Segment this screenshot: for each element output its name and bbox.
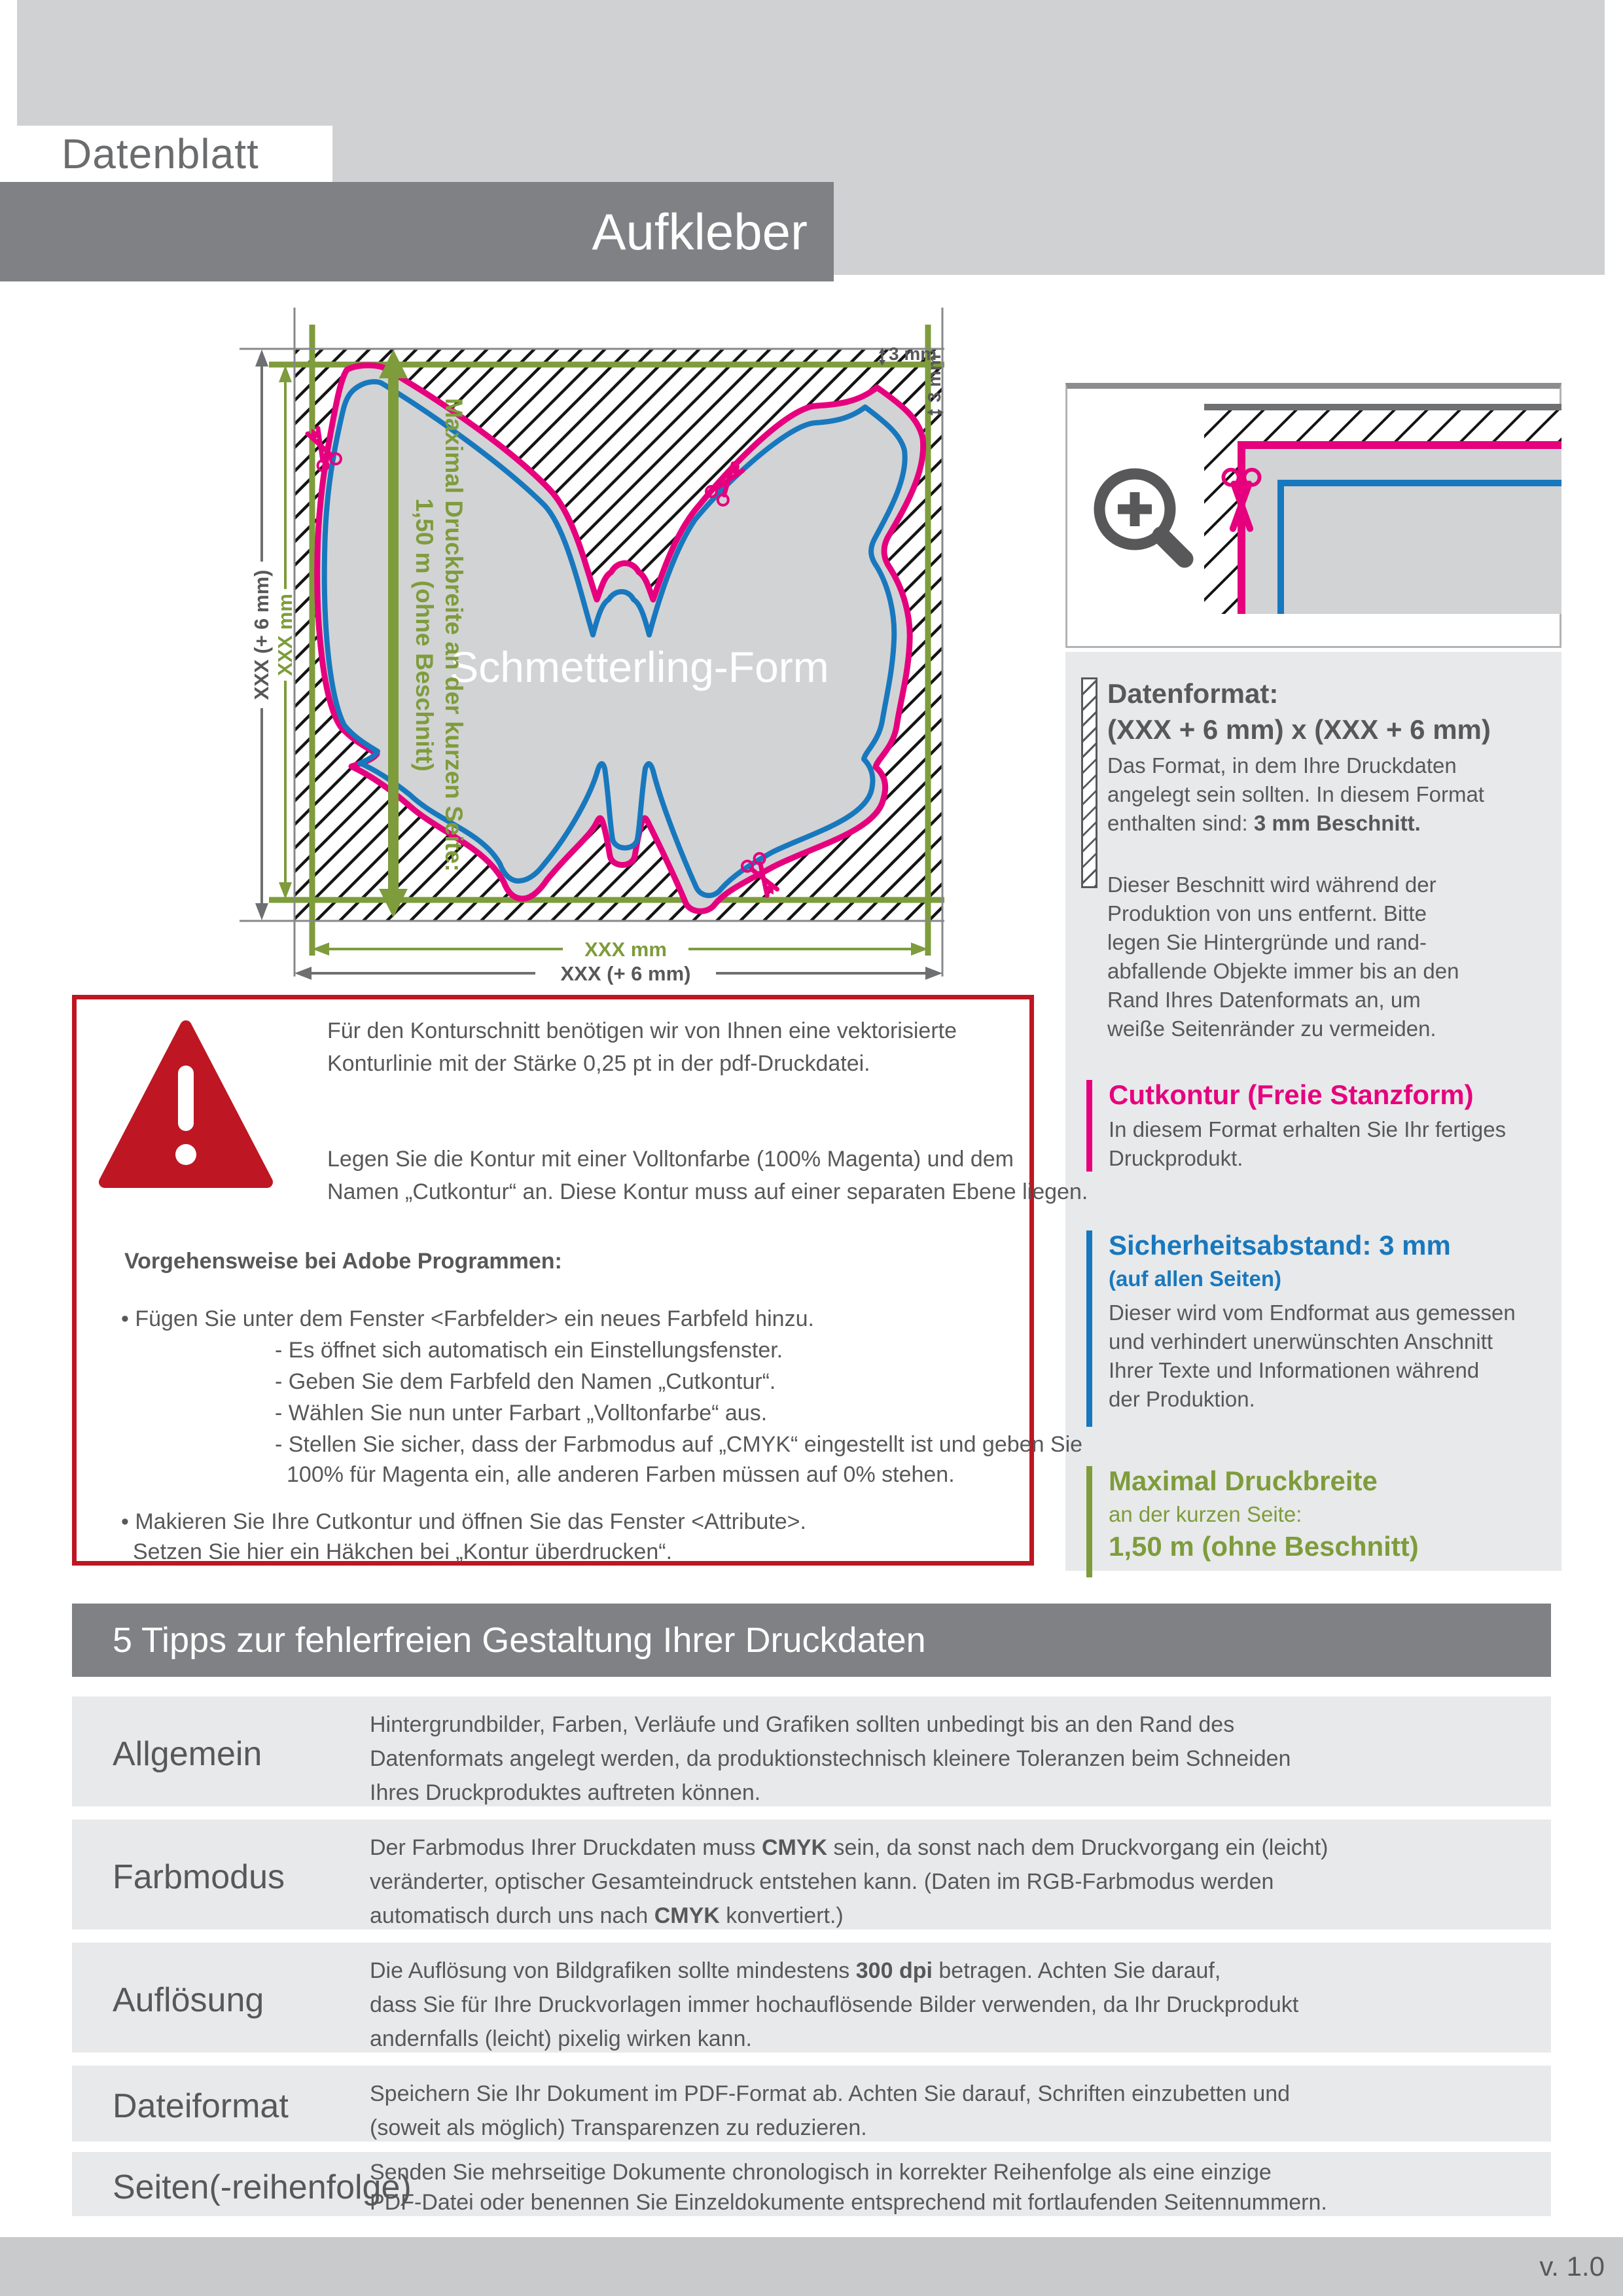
tip-row-text-line: automatisch durch uns nach CMYK konvertiert.) — [370, 1903, 844, 1928]
safety-title: Sicherheitsabstand: 3 mm — [1109, 1230, 1451, 1261]
cutkontur-title: Cutkontur (Freie Stanzform) — [1109, 1079, 1474, 1110]
corner-gray-fill — [1245, 448, 1561, 614]
warning-paragraph-line: Für den Konturschnitt benötigen wir von Ihnen eine vektorisierte — [327, 1018, 957, 1043]
max-width-subtitle: an der kurzen Seite: — [1109, 1502, 1302, 1526]
warning-substep: - Stellen Sie sicher, dass der Farbmodus auf „CMYK“ eingestellt ist und geben Sie — [275, 1432, 1083, 1457]
tip-row-text-line: Speichern Sie Ihr Dokument im PDF-Format ab. Achten Sie darauf, Schriften einzubetten und — [370, 2081, 1291, 2106]
product-title-bar — [0, 182, 834, 281]
tip-row-text-line: Die Auflösung von Bildgrafiken sollte mindestens 300 dpi betragen. Achten Sie darauf, — [370, 1958, 1221, 1983]
warning-substep: - Geben Sie dem Farbfeld den Namen „Cutkontur“. — [275, 1369, 776, 1394]
warning-bullet: • Makieren Sie Ihre Cutkontur und öffnen Sie das Fenster <Attribute>. — [121, 1509, 806, 1534]
product-title: Aufkleber — [592, 202, 808, 260]
safety-line: der Produktion. — [1109, 1387, 1255, 1411]
datenblatt-tab — [17, 126, 332, 182]
tip-row-text-line: dass Sie für Ihre Druckvorlagen immer hochauflösende Bilder verwenden, da Ihr Druckprodukt — [370, 1992, 1299, 2017]
tip-row-text-line: Hintergrundbilder, Farben, Verläufe und Grafiken sollten unbedingt bis an den Rand des — [370, 1712, 1235, 1737]
tip-row-text-line: andernfalls (leicht) pixelig wirken kann. — [370, 2026, 752, 2051]
footer-bar — [0, 2237, 1623, 2296]
warning-substep: 100% für Magenta ein, alle anderen Farben müssen auf 0% stehen. — [287, 1462, 955, 1487]
magnifier-plus-icon — [1080, 458, 1217, 596]
warning-bullet-line2: Setzen Sie hier ein Häkchen bei „Kontur überdrucken“. — [133, 1539, 673, 1564]
max-width-title: Maximal Druckbreite — [1109, 1465, 1378, 1496]
safety-accent-bar — [1086, 1230, 1092, 1427]
tip-row-label: Allgemein — [113, 1735, 262, 1773]
warning-substep: - Es öffnet sich automatisch ein Einstellungsfenster. — [275, 1338, 783, 1363]
tip-row-label: Auflösung — [113, 1981, 264, 2019]
tip-row-text-line: Datenformats angelegt werden, da produktionstechnisch kleinere Toleranzen beim Schneiden — [370, 1746, 1291, 1771]
datenformat-line3: enthalten sind: 3 mm Beschnitt. — [1107, 811, 1421, 835]
warning-bullet: • Fügen Sie unter dem Fenster <Farbfelder> ein neues Farbfeld hinzu. — [121, 1306, 814, 1331]
warning-paragraph-line: Namen „Cutkontur“ an. Diese Kontur muss auf einer separaten Ebene liegen. — [327, 1179, 1088, 1204]
corner-detail-diagram — [1204, 404, 1561, 614]
dim-width-inner-label: XXX mm — [584, 938, 667, 961]
max-width-value: 1,50 m (ohne Beschnitt) — [1109, 1531, 1419, 1562]
max-print-width-label-line2: 1,50 m (ohne Beschnitt) — [411, 498, 438, 772]
tip-row-text-line: (soweit als möglich) Transparenzen zu reduzieren. — [370, 2115, 867, 2140]
corner-datenformat-line — [1204, 404, 1561, 410]
bleed-hatch-swatch-icon — [1081, 677, 1097, 888]
tips-title-bar — [72, 1604, 1551, 1677]
max-width-accent-bar — [1086, 1466, 1092, 1577]
tip-row-label: Farbmodus — [113, 1858, 285, 1896]
datenformat-line2: angelegt sein sollten. In diesem Format — [1107, 782, 1484, 806]
warning-icon — [98, 1018, 274, 1194]
bleed-right-label: 3 mm — [924, 354, 944, 403]
cutkontur-accent-bar — [1086, 1080, 1092, 1172]
tips-title: 5 Tipps zur fehlerfreien Gestaltung Ihrer Druckdaten — [113, 1621, 926, 1660]
bleed-note-line: abfallende Objekte immer bis an den — [1107, 959, 1459, 983]
tip-row-text-line: PDF-Datei oder benennen Sie Einzeldokumente entsprechend mit fortlaufenden Seitennummern. — [370, 2190, 1327, 2215]
dim-width-outer-label: XXX (+ 6 mm) — [560, 962, 691, 985]
safety-line: und verhindert unerwünschten Anschnitt — [1109, 1329, 1493, 1354]
cutkontur-line1: In diesem Format erhalten Sie Ihr fertiges — [1109, 1117, 1507, 1141]
tip-row-text-line: Der Farbmodus Ihrer Druckdaten muss CMYK sein, da sonst nach dem Druckvorgang ein (leicht) — [370, 1835, 1329, 1860]
warning-paragraph-line: Konturlinie mit der Stärke 0,25 pt in der pdf-Druckdatei. — [327, 1051, 870, 1076]
cutkontur-line2: Druckprodukt. — [1109, 1146, 1243, 1170]
tip-row-label: Dateiformat — [113, 2087, 289, 2125]
version-label: v. 1.0 — [1539, 2251, 1605, 2282]
dim-height-outer-label: XXX (+ 6 mm) — [250, 569, 273, 700]
warning-paragraph-line: Legen Sie die Kontur mit einer Volltonfarbe (100% Magenta) und dem — [327, 1147, 1014, 1172]
bleed-note-line: Rand Ihres Datenformats an, um — [1107, 988, 1421, 1012]
die-cut-diagram — [223, 308, 982, 988]
tip-row-text-line: veränderter, optischer Gesamteindruck entstehen kann. (Daten im RGB-Farbmodus werden — [370, 1869, 1274, 1894]
safety-line: Dieser wird vom Endformat aus gemessen — [1109, 1300, 1516, 1325]
safety-subtitle: (auf allen Seiten) — [1109, 1266, 1282, 1291]
max-print-width-label-line1: Maximal Druckbreite an der kurzen Seite: — [440, 398, 467, 872]
shape-label: Schmetterling-Form — [450, 643, 829, 691]
datenformat-line1: Das Format, in dem Ihre Druckdaten — [1107, 753, 1457, 778]
bleed-note-line: Produktion von uns entfernt. Bitte — [1107, 901, 1427, 925]
datenblatt-label: Datenblatt — [62, 130, 259, 177]
bleed-note-line: weiße Seitenränder zu vermeiden. — [1107, 1016, 1436, 1041]
bleed-note-line: legen Sie Hintergründe und rand- — [1107, 930, 1427, 954]
tip-row-text-line: Ihres Druckproduktes auftreten können. — [370, 1780, 761, 1805]
datenformat-title: Datenformat: — [1107, 678, 1279, 709]
bleed-top-label: 3 mm — [889, 344, 937, 364]
bleed-note-line: Dieser Beschnitt wird während der — [1107, 872, 1436, 897]
safety-line: Ihrer Texte und Informationen während — [1109, 1358, 1480, 1382]
tip-row-text-line: Senden Sie mehrseitige Dokumente chronologisch in korrekter Reihenfolge als eine einzige — [370, 2160, 1272, 2185]
dim-height-inner-label: XXX mm — [274, 594, 296, 676]
datenformat-formula: (XXX + 6 mm) x (XXX + 6 mm) — [1107, 714, 1491, 745]
warning-substep: - Wählen Sie nun unter Farbart „Volltonfarbe“ aus. — [275, 1401, 768, 1426]
adobe-steps-heading: Vorgehensweise bei Adobe Programmen: — [124, 1249, 562, 1274]
tip-row-label: Seiten(-reihenfolge) — [113, 2168, 412, 2206]
